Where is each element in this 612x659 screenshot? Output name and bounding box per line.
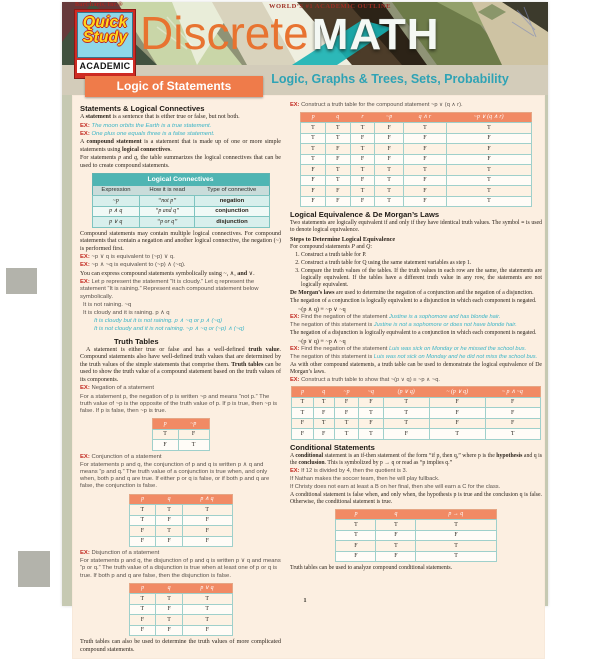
tagline-text: WORLD’S #1 ACADEMIC OUTLINE	[268, 3, 392, 10]
table-row	[301, 123, 532, 133]
table-header-cell: ~ (p ∨ q)	[429, 387, 485, 397]
table-cell: T	[182, 615, 232, 625]
table-cell: T	[301, 154, 326, 164]
table-cell: F	[301, 186, 326, 196]
table-cell: F	[447, 144, 532, 154]
table-cell: “not p”	[139, 196, 194, 206]
table-row	[292, 418, 540, 428]
table-row	[301, 133, 532, 143]
photo-artifact	[6, 268, 37, 294]
paragraph: For statements p and q, the table summarizes the logical connectives that can be used to create compound statements.	[80, 155, 281, 169]
table-cell: T	[359, 429, 383, 439]
table-cell: T	[156, 526, 183, 536]
table-cell: F	[182, 515, 232, 525]
table-cell: T	[325, 133, 350, 143]
table-cell: F	[429, 418, 485, 428]
demorgan-truth-table	[291, 386, 540, 439]
table-header-cell: ~p ∨ (q ∧ r)	[447, 112, 532, 122]
table-header-cell: ~p	[375, 112, 403, 122]
table-cell: F	[182, 625, 232, 635]
table-cell: T	[375, 196, 403, 206]
table-row	[129, 615, 232, 625]
section-header-logic-of-statements: Logic of Statements	[85, 76, 263, 97]
table-cell: F	[485, 408, 540, 418]
table-row	[336, 530, 496, 540]
example-line: EX: Negation of a statement	[80, 385, 155, 392]
list-item: 1. Construct a truth table for P.	[301, 252, 542, 259]
example-block: EX: Let p represent the statement “It is cloudy.” Let q represent the statement “It is raining.” Represent each compound statement below symbolically.	[80, 279, 259, 300]
table-cell: F	[375, 133, 403, 143]
brand-text: BarCharts, Inc.®	[75, 2, 123, 8]
table-header-cell: p → q	[416, 509, 496, 519]
paragraph: Two statements are logically equivalent if and only if they have identical truth values. The symbol ≡ is used to denote logical equivalence.	[290, 220, 542, 234]
paragraph: Truth tables can also be used to determine the truth values of more complicated compound statements.	[80, 639, 281, 653]
demorgan-formula-conjunction: ~(p ∧ q) ≡ ~p ∨ ~q	[298, 306, 346, 313]
table-cell: T	[301, 144, 326, 154]
example-line: EX: ~p ∧ ~q is equivalent to (~p) ∧ (~q).	[80, 262, 186, 269]
table-cell: ~p	[92, 196, 139, 206]
list-item: 2. Construct a truth table for Q using the same statement variables as step 1.	[301, 260, 542, 267]
example-line: It is not raining. ~q	[83, 301, 132, 308]
table-header-cell: p	[301, 112, 326, 122]
table-row	[129, 625, 232, 635]
paragraph: For a statement p, the negation of p is written ~p and means “not p.” The truth value of ~p is the opposite of the truth value of p. If p is true, then ~p is false. If p is false, then ~p is true.	[80, 393, 278, 414]
title-word-discrete: Discrete	[140, 7, 309, 59]
paragraph: The negation of a disjunction is logically equivalent to a conjunction in which each component is negated.	[290, 329, 537, 336]
table-cell: F	[350, 133, 375, 143]
quickstudy-card	[62, 2, 548, 653]
heading-statements-connectives: Statements & Logical Connectives	[80, 104, 205, 113]
table-cell: F	[129, 625, 156, 635]
table-cell: T	[156, 505, 183, 515]
steps-list	[290, 252, 542, 289]
table-cell: disjunction	[195, 217, 269, 227]
table-header-cell: q	[156, 494, 183, 504]
table-cell: F	[403, 154, 446, 164]
table-cell: F	[359, 397, 383, 407]
table-cell: p ∨ q	[92, 217, 139, 227]
table-header-cell: p	[129, 583, 156, 593]
table-row	[301, 196, 532, 206]
table-cell: T	[416, 520, 496, 530]
table-cell: T	[383, 418, 429, 428]
table-row	[301, 154, 532, 164]
table-cell: F	[359, 418, 383, 428]
table-cell: F	[350, 154, 375, 164]
table-header-cell: ~ p ∧ ~q	[485, 387, 540, 397]
table-cell: T	[152, 429, 178, 439]
table-cell: F	[376, 551, 416, 561]
table-cell: F	[334, 408, 358, 418]
table-cell: F	[129, 536, 156, 546]
table-cell: F	[416, 530, 496, 540]
table-cell: T	[416, 541, 496, 551]
table-header-cell: q	[325, 112, 350, 122]
example-line: EX: Construct a truth table for the compound statement ~p ∨ (q ∧ r).	[290, 102, 463, 108]
example-line: EX: Disjunction of a statement	[80, 550, 160, 556]
table-header-cell: p	[292, 387, 313, 397]
example-line: If Christy does not earn at least a B on her final, then she will earn a C for the class.	[290, 483, 501, 490]
table-cell: T	[325, 175, 350, 185]
table-cell: F	[375, 144, 403, 154]
table-header-cell: Expression	[92, 186, 139, 196]
content-panel	[72, 95, 545, 659]
table-header-cell: p	[152, 419, 178, 429]
table-cell: T	[447, 165, 532, 175]
table-header-cell: (p ∨ q)	[383, 387, 429, 397]
table-cell: T	[336, 520, 376, 530]
table-cell: negation	[195, 196, 269, 206]
table-cell: T	[403, 123, 446, 133]
table-cell: T	[383, 408, 429, 418]
table-cell: T	[447, 175, 532, 185]
logo-wordmark	[77, 12, 133, 58]
logical-connectives-table	[92, 173, 270, 227]
table-cell: F	[375, 123, 403, 133]
example-line: It is not cloudy and it is not raining. ~p ∧ ~q or (~p) ∧ (~q)	[94, 326, 245, 333]
paragraph: The negation of a conjunction is logically equivalent to a disjunction in which each component is negated.	[290, 297, 537, 304]
example-line: The negation of this statement is Luis was not sick on Monday and he did not miss the school bus.	[290, 353, 538, 360]
example-line: EX: Find the negation of the statement Justine is a sophomore and has blonde hair.	[290, 313, 501, 320]
table-cell: F	[301, 165, 326, 175]
table-cell: T	[292, 408, 313, 418]
table-cell: T	[447, 186, 532, 196]
table-row	[129, 604, 232, 614]
table-cell: T	[129, 604, 156, 614]
conjunction-truth-table	[129, 494, 233, 547]
logo-academic-band: ACADEMIC	[77, 60, 133, 73]
heading-truth-tables: Truth Tables	[114, 336, 159, 346]
table-cell: F	[336, 551, 376, 561]
table-row	[301, 144, 532, 154]
table-cell: T	[359, 408, 383, 418]
table-cell: F	[325, 196, 350, 206]
table-header-cell: q	[156, 583, 183, 593]
table-cell: T	[403, 165, 446, 175]
table-cell: F	[447, 133, 532, 143]
table-cell: T	[376, 520, 416, 530]
table-cell: F	[485, 397, 540, 407]
conditional-truth-table	[335, 509, 496, 562]
table-header-cell: q	[376, 509, 416, 519]
table-cell: F	[403, 133, 446, 143]
table-header-cell: How it is read	[139, 186, 194, 196]
heading-conditional-statements: Conditional Statements	[290, 442, 375, 452]
example-line: It is cloudy and it is raining. p ∧ q	[83, 309, 170, 316]
table-cell: F	[350, 196, 375, 206]
example-line: EX: One plus one equals three is a false statement.	[80, 130, 215, 137]
demorgan-formula-disjunction: ~(p ∨ q) ≡ ~p ∧ ~q	[298, 338, 346, 345]
page-title	[140, 6, 440, 60]
table-cell: F	[292, 418, 313, 428]
table-cell: T	[375, 175, 403, 185]
table-row	[301, 165, 532, 175]
table-cell: F	[182, 536, 232, 546]
table-cell: F	[403, 144, 446, 154]
table-cell: F	[129, 615, 156, 625]
table-cell: F	[350, 175, 375, 185]
page-number: 1	[303, 597, 307, 604]
table-cell: F	[313, 429, 334, 439]
title-word-math: MATH	[311, 10, 440, 59]
table-cell: F	[336, 541, 376, 551]
table-cell: F	[429, 397, 485, 407]
table-header-cell: ~q	[359, 387, 383, 397]
table-cell: T	[129, 594, 156, 604]
table-cell: F	[325, 144, 350, 154]
table-cell: F	[178, 429, 209, 439]
table-cell: T	[313, 418, 334, 428]
paragraph: For statements p and q, the disjunction of p and q is written p ∨ q and means “p or q.” The truth value of a disjunction is true when at least one of p or q is true. If both p and q are false, then the disjunction is false.	[80, 558, 281, 579]
table-cell: T	[375, 165, 403, 175]
example-line: If Nathan makes the soccer team, then he will play fullback.	[290, 475, 440, 482]
table-cell: conjunction	[195, 206, 269, 216]
table-cell: T	[325, 165, 350, 175]
paragraph: A conditional statement is an if-then statement of the form “if p, then q,” where p is the hypothesis and q is the conclusion. This is symbolized by p → q or read as “p implies q.”	[290, 452, 543, 466]
paragraph: De Morgan’s laws are used to determine the negation of a conjunction and the negation of a disjunction.	[290, 289, 534, 296]
table-cell: F	[325, 186, 350, 196]
table-cell: F	[403, 175, 446, 185]
paragraph: For compound statements P and Q:	[290, 244, 372, 251]
table-cell: F	[403, 196, 446, 206]
table-row	[129, 505, 232, 515]
table-row	[152, 440, 209, 450]
table-header-cell: p ∧ q	[182, 494, 232, 504]
paragraph: Compound statements may contain multiple logical connectives. For compound statements that contain a negation and another logical connective, the negation (~) is performed first.	[80, 230, 281, 252]
table-cell: F	[375, 154, 403, 164]
table-cell: T	[156, 615, 183, 625]
paragraph: A compound statement is a statement that is made up of one or more simple statements using logical connectives.	[80, 138, 281, 153]
right-column	[290, 101, 542, 655]
table-cell: T	[350, 144, 375, 154]
table-row	[292, 429, 540, 439]
table-header-cell: r	[350, 112, 375, 122]
table-header-cell: p	[129, 494, 156, 504]
table-cell: F	[182, 526, 232, 536]
paragraph: A statement is either true or false and has a well-defined truth value. Compound statements also have well-defined truth values that are determined by the truth values of the simple statements that comprise them. Truth tables can be used to show the truth value of a compound statement based on the truth values of its components.	[80, 346, 281, 383]
table-cell: T	[416, 551, 496, 561]
table-header-cell: p	[336, 509, 376, 519]
table-header-cell: q	[313, 387, 334, 397]
table-cell: T	[376, 541, 416, 551]
logo-word-study: Study	[82, 29, 128, 47]
table-cell: F	[156, 515, 183, 525]
logo-word-quick: Quick	[82, 14, 128, 31]
paragraph: A statement is a sentence that is either true or false, but not both.	[80, 114, 240, 120]
table-cell: “p or q”	[139, 217, 194, 227]
table-cell: T	[301, 123, 326, 133]
table-cell: F	[313, 408, 334, 418]
table-cell: F	[429, 408, 485, 418]
table-title: Logical Connectives	[92, 174, 269, 186]
table-row	[301, 175, 532, 185]
compound-statement-truth-table	[300, 112, 532, 207]
steps-heading: Steps to Determine Logical Equivalence	[290, 236, 396, 244]
table-header-cell: ~p	[334, 387, 358, 397]
example-line: The negation of this statement is Justine is not a sophomore or does not have blonde hair.	[290, 321, 517, 328]
table-row	[92, 217, 269, 227]
table-header-cell: q ∧ r	[403, 112, 446, 122]
table-cell: T	[429, 429, 485, 439]
left-column	[80, 101, 281, 655]
table-cell: F	[129, 526, 156, 536]
table-header-cell: ~p	[178, 419, 209, 429]
table-cell: F	[403, 186, 446, 196]
example-line: It is cloudy but it is not raining. p ∧ ~q or p ∧ (~q)	[94, 318, 223, 325]
table-cell: F	[156, 604, 183, 614]
table-row	[129, 536, 232, 546]
table-cell: T	[334, 429, 358, 439]
table-row	[301, 186, 532, 196]
table-row	[336, 541, 496, 551]
table-row	[129, 515, 232, 525]
example-line: EX: Conjunction of a statement	[80, 453, 162, 460]
table-cell: F	[156, 625, 183, 635]
table-cell: T	[336, 530, 376, 540]
table-cell: p ∧ q	[92, 206, 139, 216]
table-cell: T	[156, 594, 183, 604]
table-row	[92, 206, 269, 216]
table-cell: T	[334, 418, 358, 428]
table-cell: T	[313, 397, 334, 407]
quickstudy-logo	[74, 9, 136, 79]
table-cell: T	[447, 123, 532, 133]
list-item: 3. Compare the truth values of the tables. If the truth values in each row are the same, the statements are logically equivalent. If the tables have a different truth value in any row, the statements are not logically equivalent.	[301, 268, 542, 289]
heading-logical-equivalence: Logical Equivalence & De Morgan’s Laws	[290, 210, 440, 220]
table-cell: F	[292, 429, 313, 439]
table-cell: T	[301, 133, 326, 143]
example-line: EX: Construct a truth table to show that ~(p ∨ q) ≡ ~p ∧ ~q.	[290, 376, 440, 383]
table-cell: F	[325, 154, 350, 164]
table-cell: T	[182, 604, 232, 614]
example-line: EX: Find the negation of the statement Luis was sick on Monday or he missed the school bus.	[290, 345, 527, 352]
table-cell: F	[376, 530, 416, 540]
table-cell: T	[292, 397, 313, 407]
table-row	[292, 408, 540, 418]
example-line: EX: The moon orbits the Earth is a true statement.	[80, 122, 212, 129]
table-row	[336, 551, 496, 561]
table-cell: F	[156, 536, 183, 546]
table-cell: T	[383, 397, 429, 407]
table-row	[129, 526, 232, 536]
table-row	[292, 397, 540, 407]
table-cell: T	[350, 123, 375, 133]
paragraph: A conditional statement is false when, and only when, the hypothesis p is true and the conclusion q is false. Otherwise, the conditional statement is true.	[290, 491, 542, 505]
table-cell: F	[383, 429, 429, 439]
disjunction-truth-table	[129, 583, 233, 636]
table-cell: T	[178, 440, 209, 450]
table-cell: T	[447, 196, 532, 206]
table-row	[152, 429, 209, 439]
table-cell: F	[447, 154, 532, 164]
table-cell: T	[325, 123, 350, 133]
table-header-cell: Type of connective	[195, 186, 269, 196]
table-cell: T	[129, 505, 156, 515]
table-cell: T	[485, 429, 540, 439]
table-cell: F	[152, 440, 178, 450]
table-cell: T	[182, 594, 232, 604]
subtitle-text: Logic, Graphs & Trees, Sets, Probability	[271, 72, 509, 86]
negation-truth-table	[152, 418, 210, 450]
paragraph: You can express compound statements symbolically using ~, ∧, and ∨.	[80, 270, 255, 277]
paragraph: Truth tables can be used to analyze compound conditional statements.	[290, 564, 453, 571]
table-cell: F	[485, 418, 540, 428]
table-cell: T	[375, 186, 403, 196]
table-cell: F	[301, 196, 326, 206]
paragraph: As with other compound statements, a truth table can be used to demonstrate the logical equivalence of De Morgan’s laws.	[290, 361, 542, 375]
photo-artifact	[18, 551, 50, 587]
table-cell: T	[182, 505, 232, 515]
table-cell: T	[350, 165, 375, 175]
table-cell: T	[129, 515, 156, 525]
example-line: EX: ~p ∨ q is equivalent to (~p) ∨ q.	[80, 254, 175, 261]
paragraph: For statements p and q, the conjunction of p and q is written p ∧ q and means “p and q.” The truth value of a conjunction is true when, and only when, both p and q are true. If either p or q is false, or if both p and q are false, the conjunction is false.	[80, 461, 270, 490]
table-cell: F	[334, 397, 358, 407]
table-cell: F	[301, 175, 326, 185]
table-row	[336, 520, 496, 530]
table-cell: “p and q”	[139, 206, 194, 216]
example-line: EX: If 12 is divided by 4, then the quotient is 3.	[290, 467, 408, 474]
header-collage	[62, 2, 548, 71]
table-row	[92, 196, 269, 206]
table-header-cell: p ∨ q	[182, 583, 232, 593]
table-cell: T	[350, 186, 375, 196]
